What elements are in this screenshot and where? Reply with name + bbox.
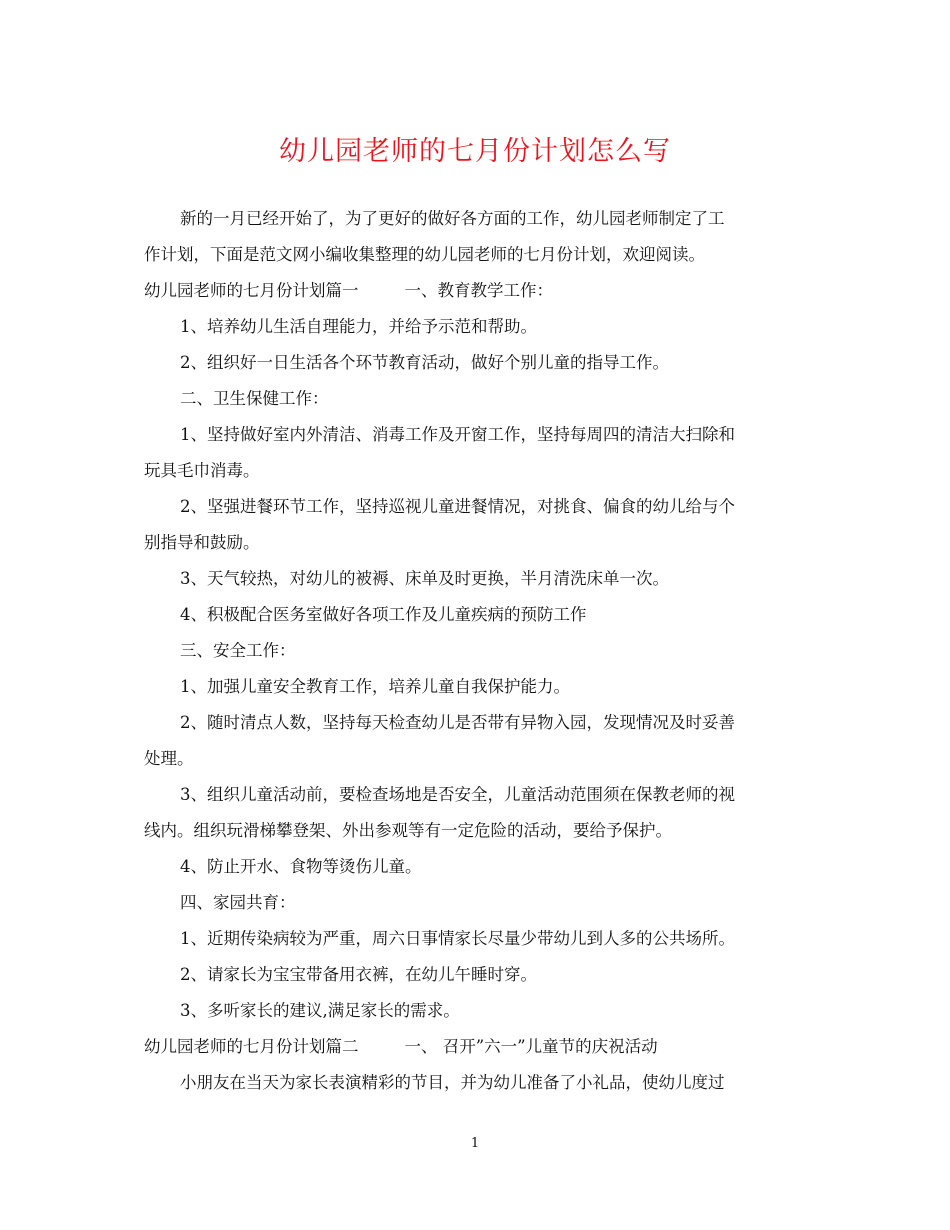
list-item: 4、防止开水、食物等烫伤儿童。	[180, 857, 422, 876]
intro-line: 新的一月已经开始了，为了更好的做好各方面的工作，幼儿园老师制定了工	[180, 209, 725, 228]
section-subheading: 一、 召开”六一”儿童节的庆祝活动	[404, 1037, 658, 1056]
intro-line: 作计划，下面是范文网小编收集整理的幼儿园老师的七月份计划，欢迎阅读。	[144, 245, 705, 264]
list-item: 2、请家长为宝宝带备用衣裤，在幼儿午睡时穿。	[180, 965, 537, 984]
list-item	[144, 489, 808, 561]
paragraph-line: 1、坚持做好室内外清洁、消毒工作及开窗工作，坚持每周四的清洁大扫除和	[180, 425, 735, 444]
subheading: 四、家园共育：	[180, 893, 296, 912]
section-heading-line	[144, 1029, 808, 1065]
section-label: 幼儿园老师的七月份计划篇二	[144, 1037, 359, 1056]
subheading: 二、卫生保健工作：	[180, 389, 329, 408]
list-item: 1、培养幼儿生活自理能力，并给予示范和帮助。	[180, 317, 537, 336]
list-item: 3、多听家长的建议,满足家长的需求。	[180, 1001, 460, 1020]
paragraph-line: 玩具毛巾消毒。	[144, 461, 260, 480]
section-heading-line	[144, 273, 808, 309]
list-item: 1、加强儿童安全教育工作，培养儿童自我保护能力。	[180, 677, 570, 696]
section-subheading: 一、教育教学工作：	[404, 281, 553, 300]
list-item: 3、天气较热，对幼儿的被褥、床单及时更换，半月清洗床单一次。	[180, 569, 669, 588]
paragraph-line: 2、随时清点人数，坚持每天检查幼儿是否带有异物入园，发现情况及时妥善	[180, 713, 735, 732]
list-item: 1、近期传染病较为严重，周六日事情家长尽量少带幼儿到人多的公共场所。	[180, 929, 735, 948]
paragraph-line: 3、组织儿童活动前，要检查场地是否安全，儿童活动范围须在保教老师的视	[180, 785, 735, 804]
paragraph-line: 别指导和鼓励。	[144, 533, 260, 552]
paragraph: 小朋友在当天为家长表演精彩的节目，并为幼儿准备了小礼品，使幼儿度过	[180, 1073, 725, 1092]
list-item: 2、组织好一日生活各个环节教育活动，做好个别儿童的指导工作。	[180, 353, 669, 372]
paragraph-line: 处理。	[144, 749, 194, 768]
list-item	[144, 705, 808, 777]
section-label: 幼儿园老师的七月份计划篇一	[144, 281, 359, 300]
list-item	[144, 417, 808, 489]
subheading: 三、安全工作：	[180, 641, 296, 660]
intro-paragraph	[144, 201, 808, 273]
paragraph-line: 2、坚强进餐环节工作，坚持巡视儿童进餐情况，对挑食、偏食的幼儿给与个	[180, 497, 735, 516]
document-title: 幼儿园老师的七月份计划怎么写	[279, 136, 671, 167]
list-item: 4、积极配合医务室做好各项工作及儿童疾病的预防工作	[180, 605, 587, 624]
paragraph-line: 线内。组织玩滑梯攀登架、外出参观等有一定危险的活动，要给予保护。	[144, 821, 672, 840]
document-body	[144, 201, 808, 1101]
page-number: 1	[470, 1136, 480, 1151]
list-item	[144, 777, 808, 849]
